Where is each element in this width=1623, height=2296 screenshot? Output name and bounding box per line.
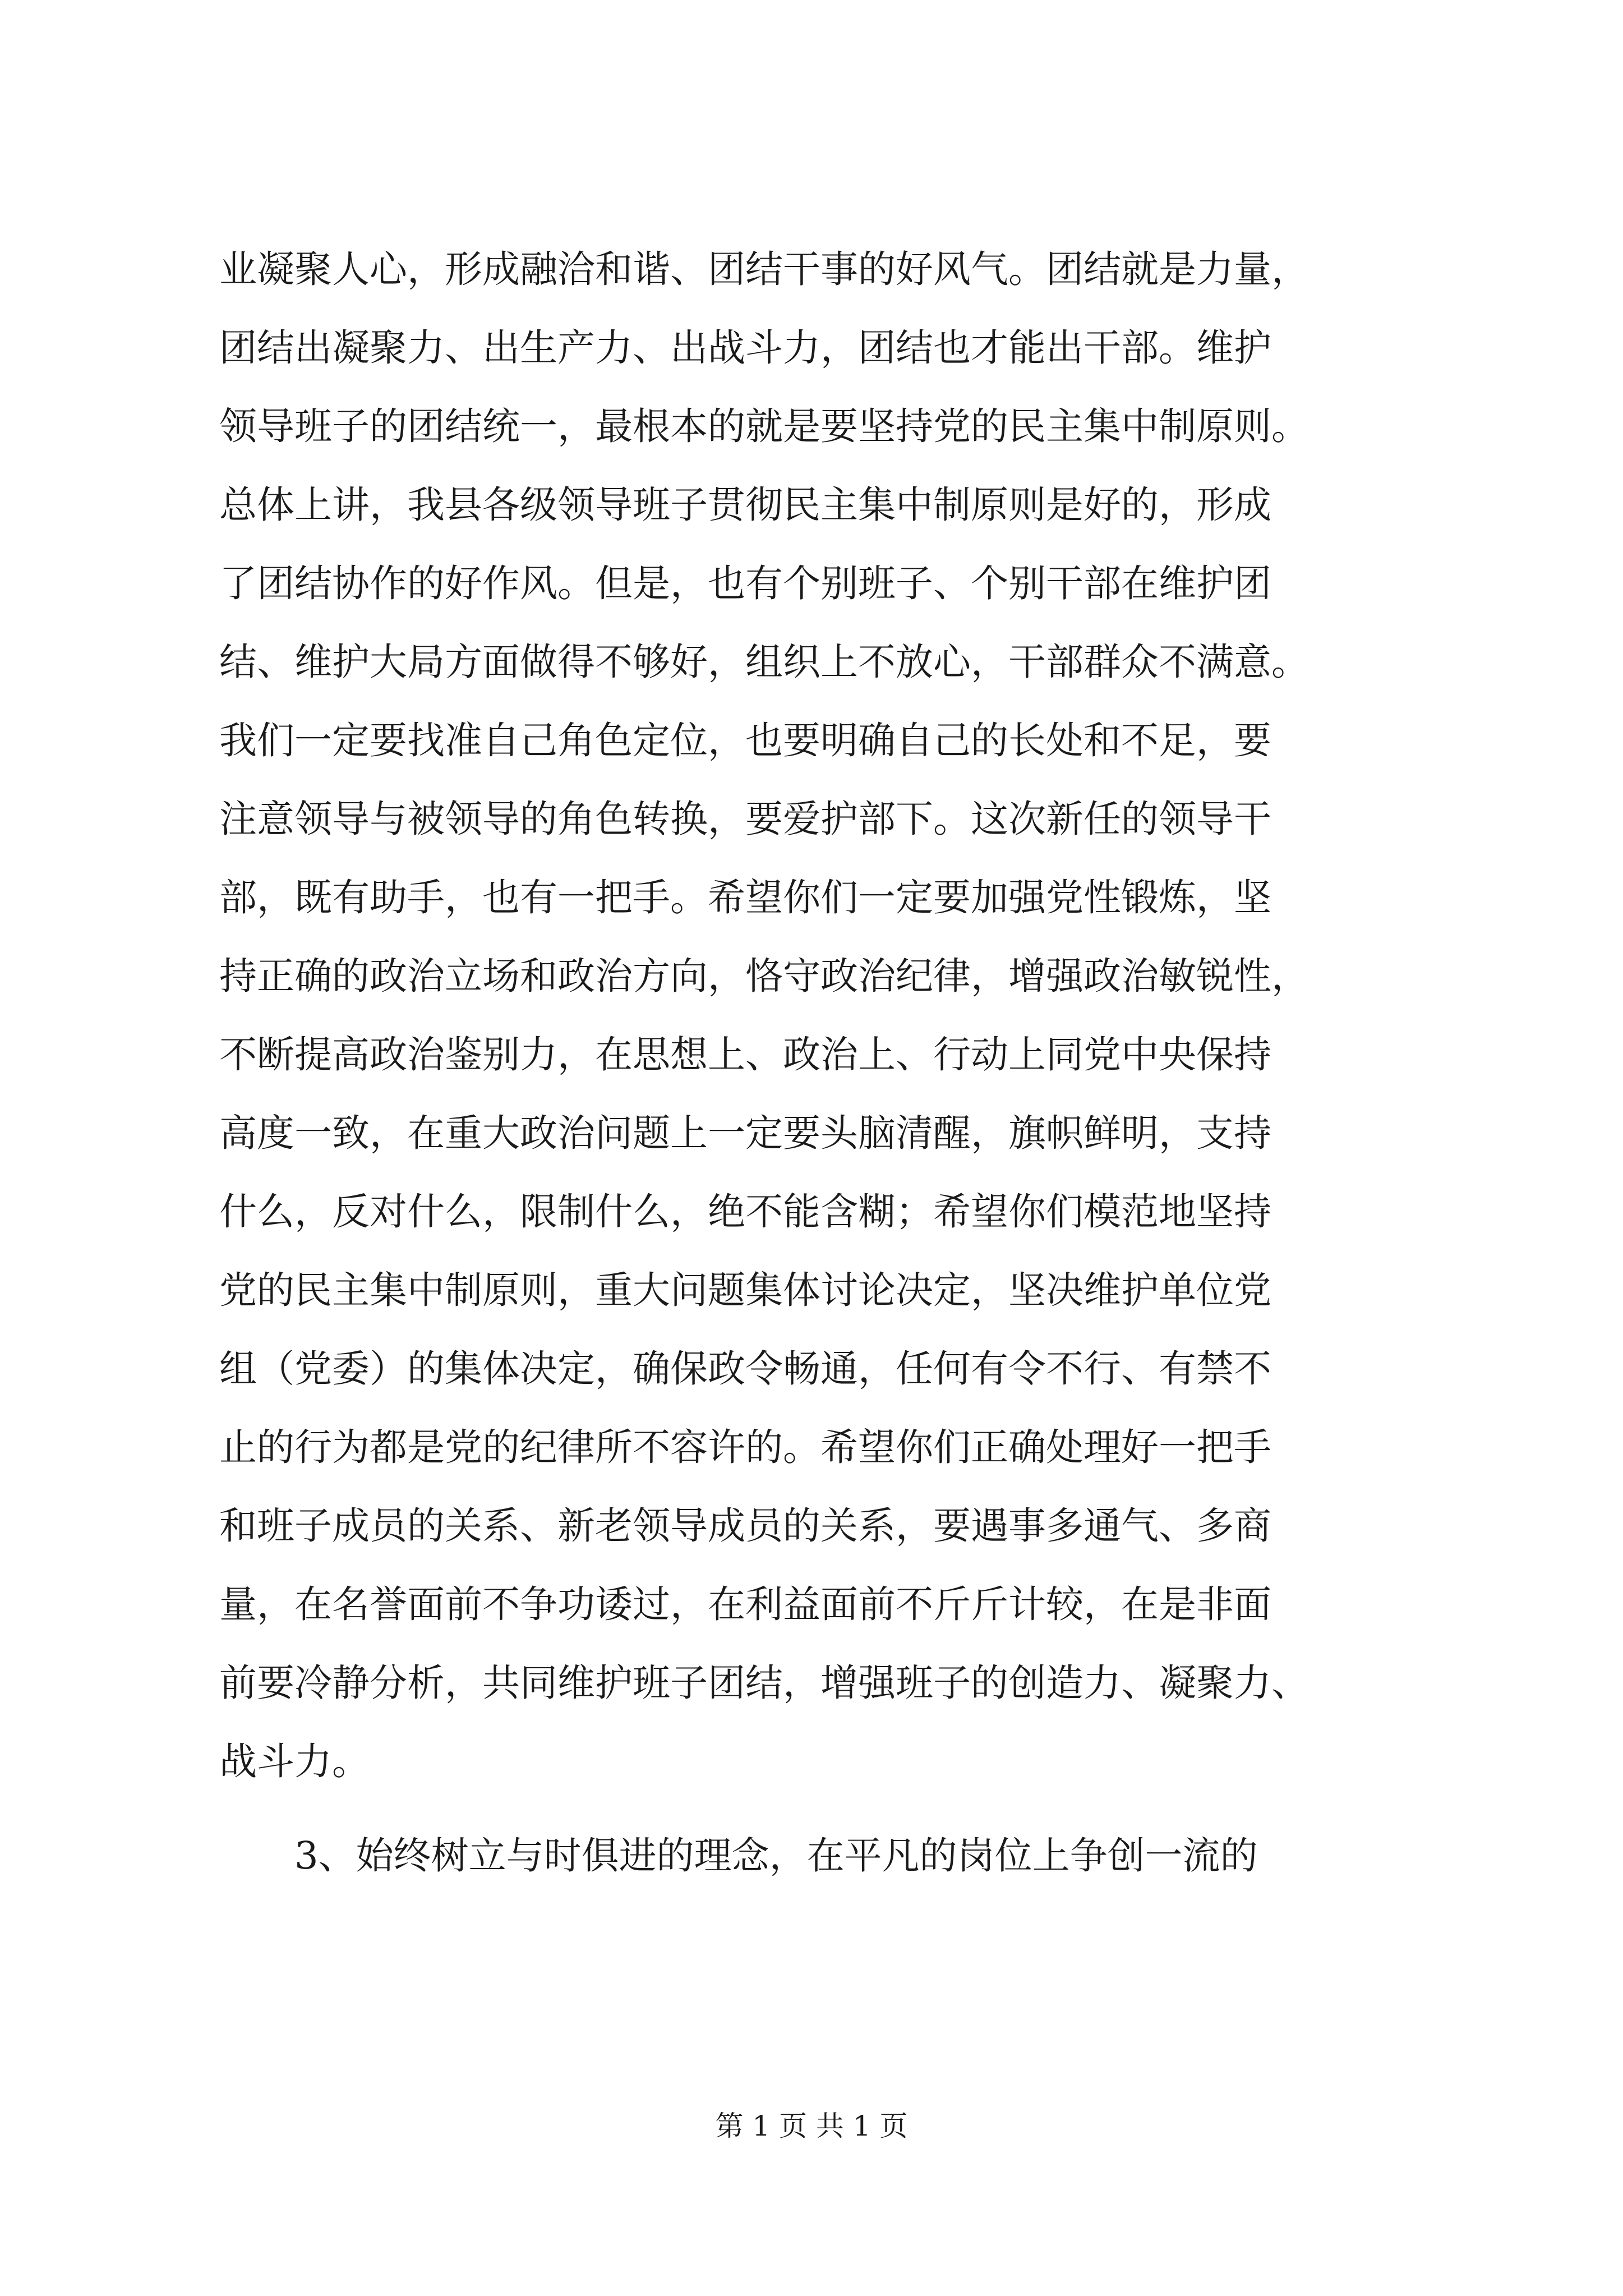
text-line: 业凝聚人心，形成融洽和谐、团结干事的好风气。团结就是力量， [219,247,1309,291]
text-line: 止的行为都是党的纪律所不容许的。希望你们正确处理好一把手 [219,1425,1271,1469]
section-heading-line: 3、始终树立与时俱进的理念，在平凡的岗位上争创一流的 [294,1834,1258,1878]
text-line: 前要冷静分析，共同维护班子团结，增强班子的创造力、凝聚力、 [219,1661,1309,1705]
text-line: 和班子成员的关系、新老领导成员的关系，要遇事多通气、多商 [219,1504,1271,1548]
text-line: 了团结协作的好作风。但是，也有个别班子、个别干部在维护团 [219,562,1271,605]
text-line: 我们一定要找准自己角色定位，也要明确自己的长处和不足，要 [219,719,1271,762]
text-line: 组（党委）的集体决定，确保政令畅通，任何有令不行、有禁不 [219,1347,1271,1391]
page-footer [0,2108,1623,2144]
text-line: 部，既有助手，也有一把手。希望你们一定要加强党性锻炼，坚 [219,876,1271,919]
text-line: 领导班子的团结统一，最根本的就是要坚持党的民主集中制原则。 [219,404,1309,448]
text-line: 总体上讲，我县各级领导班子贯彻民主集中制原则是好的，形成 [219,483,1271,527]
body-text [219,230,1476,1895]
page-number: 第 1 页 共 1 页 [715,2110,908,2142]
text-line: 高度一致，在重大政治问题上一定要头脑清醒，旗帜鲜明，支持 [219,1111,1271,1155]
text-line: 注意领导与被领导的角色转换，要爱护部下。这次新任的领导干 [219,797,1271,841]
text-line: 团结出凝聚力、出生产力、出战斗力，团结也才能出干部。维护 [219,326,1271,370]
text-line: 量，在名誉面前不争功诿过，在利益面前不斤斤计较，在是非面 [219,1582,1271,1626]
text-line: 战斗力。 [219,1740,370,1783]
text-line: 结、维护大局方面做得不够好，组织上不放心，干部群众不满意。 [219,640,1309,684]
text-line: 党的民主集中制原则，重大问题集体讨论决定，坚决维护单位党 [219,1268,1271,1312]
text-line: 持正确的政治立场和政治方向，恪守政治纪律，增强政治敏锐性， [219,954,1309,998]
text-line: 什么，反对什么，限制什么，绝不能含糊；希望你们模范地坚持 [219,1190,1271,1234]
text-line: 不断提高政治鉴别力，在思想上、政治上、行动上同党中央保持 [219,1033,1271,1076]
